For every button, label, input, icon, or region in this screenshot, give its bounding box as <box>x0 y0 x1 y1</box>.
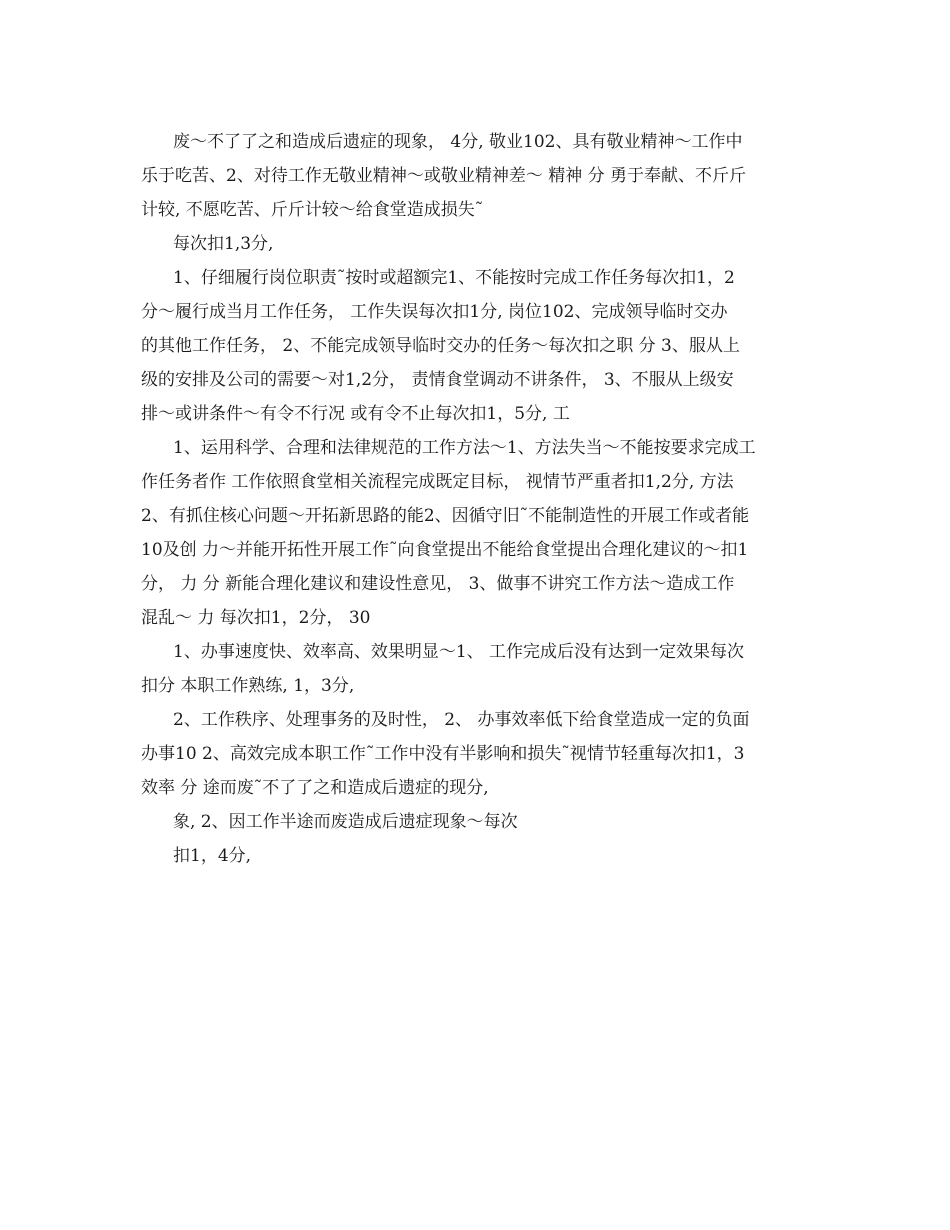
text-line: 1、运用科学、合理和法律规范的工作方法～1、方法失当～不能按要求完成工 <box>173 438 756 458</box>
text-line: 象, 2、因工作半途而废造成后遗症现象～每次 <box>173 812 518 832</box>
text-line: 1、办事速度快、效率高、效果明显～1、 工作完成后没有达到一定效果每次 <box>173 642 745 662</box>
text-line: 扣分 本职工作熟练, 1，3分, <box>141 676 355 696</box>
text-line: 计较, 不愿吃苦、斤斤计较～给食堂造成损失˜ <box>141 200 484 220</box>
text-line: 分， 力 分 新能合理化建议和建设性意见， 3、做事不讲究工作方法～造成工作 <box>141 574 735 594</box>
text-line: 级的安排及公司的需要～对1,2分， 责情食堂调动不讲条件， 3、不服从上级安 <box>141 370 734 390</box>
text-line: 的其他工作任务， 2、不能完成领导临时交办的任务～每次扣之职 分 3、服从上 <box>141 336 740 356</box>
text-line: 混乱～ 力 每次扣1，2分， 30 <box>141 608 371 628</box>
document-body <box>141 125 821 873</box>
text-line: 废～不了了之和造成后遗症的现象， 4分, 敬业102、具有敬业精神～工作中 <box>173 132 743 152</box>
text-line: 扣1，4分, <box>173 846 252 866</box>
text-line: 分～履行成当月工作任务， 工作失误每次扣1分, 岗位102、完成领导临时交办 <box>141 302 728 322</box>
text-line: 效率 分 途而废˜不了了之和造成后遗症的现分, <box>141 778 489 798</box>
text-line: 乐于吃苦、2、对待工作无敬业精神～或敬业精神差～ 精神 分 勇于奉献、不斤斤 <box>141 166 747 186</box>
text-line: 办事10 2、高效完成本职工作˜工作中没有半影响和损失˜视情节轻重每次扣1，3 <box>141 744 745 764</box>
text-line: 2、工作秩序、处理事务的及时性， 2、 办事效率低下给食堂造成一定的负面 <box>173 710 750 730</box>
text-line: 排～或讲条件～有令不行况 或有令不止每次扣1，5分, 工 <box>141 404 570 424</box>
text-line: 每次扣1,3分, <box>173 234 274 254</box>
text-line: 作任务者作 工作依照食堂相关流程完成既定目标， 视情节严重者扣1,2分, 方法 <box>141 472 734 492</box>
text-line: 10及创 力～并能开拓性开展工作˜向食堂提出不能给食堂提出合理化建议的～扣1 <box>141 540 749 560</box>
text-line: 2、有抓住核心问题～开拓新思路的能2、因循守旧˜不能制造性的开展工作或者能 <box>141 506 750 526</box>
text-line: 1、仔细履行岗位职责˜按时或超额完1、不能按时完成工作任务每次扣1，2 <box>173 268 735 288</box>
